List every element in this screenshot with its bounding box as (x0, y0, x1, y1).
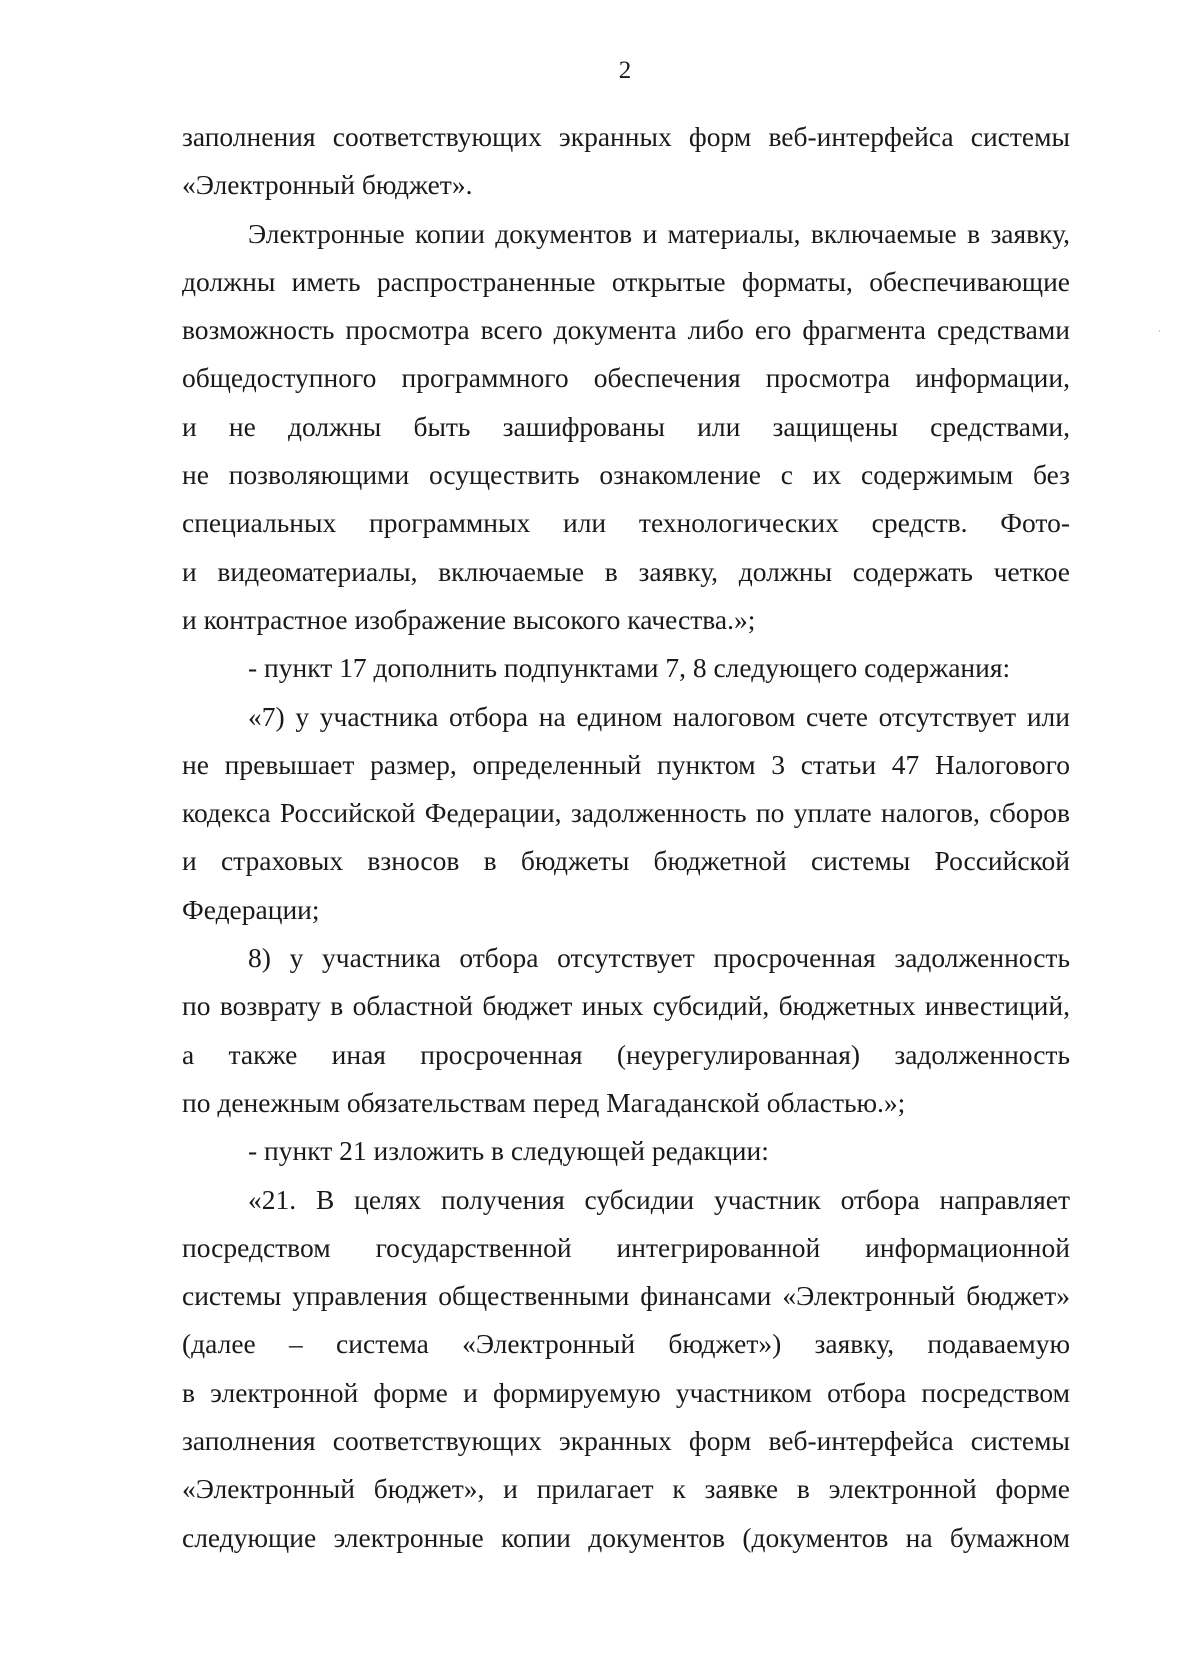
text-line: специальных программных или технологических средств. Фото- (182, 507, 1070, 539)
paragraph (182, 934, 1070, 1127)
text-line: 8) у участника отбора отсутствует просроченная задолженность (248, 942, 1070, 974)
paragraph (182, 693, 1070, 934)
paragraph (182, 113, 1070, 210)
text-line: по денежным обязательствам перед Магаданской областью.»; (182, 1086, 906, 1118)
page-number: 2 (618, 57, 632, 84)
text-line: должны иметь распространенные открытые форматы, обеспечивающие (182, 265, 1070, 297)
text-line: следующие электронные копии документов (документов на бумажном (182, 1521, 1070, 1553)
text-line: «Электронный бюджет», и прилагает к заявке в электронной форме (182, 1473, 1070, 1505)
text-line: кодекса Российской Федерации, задолженность по уплате налогов, сборов (182, 797, 1070, 829)
text-line: «Электронный бюджет». (182, 169, 473, 201)
text-line: и контрастное изображение высокого качества.»; (182, 603, 756, 635)
text-line: Электронные копии документов и материалы, включаемые в заявку, (248, 217, 1070, 249)
paragraph (182, 644, 1070, 692)
text-line: заполнения соответствующих экранных форм веб-интерфейса системы (182, 1425, 1070, 1457)
text-line: - пункт 21 изложить в следующей редакции: (248, 1135, 769, 1167)
text-line: заполнения соответствующих экранных форм веб-интерфейса системы (182, 121, 1070, 152)
text-line: - пункт 17 дополнить подпунктами 7, 8 следующего содержания: (248, 652, 1011, 684)
text-line: по возврату в областной бюджет иных субсидий, бюджетных инвестиций, (182, 990, 1070, 1022)
text-line: посредством государственной интегрированной информационной (182, 1231, 1070, 1263)
text-line: возможность просмотра всего документа либо его фрагмента средствами (182, 314, 1070, 346)
text-line: Федерации; (182, 893, 320, 925)
paragraph (182, 210, 1070, 645)
text-line: не превышает размер, определенный пунктом 3 статьи 47 Налогового (182, 748, 1070, 780)
paragraph (182, 1127, 1070, 1175)
text-line: и видеоматериалы, включаемые в заявку, должны содержать четкое (182, 555, 1070, 587)
scan-artifact (1159, 330, 1160, 332)
text-line: и не должны быть зашифрованы или защищены средствами, (182, 410, 1070, 442)
document-body (182, 113, 1070, 1562)
text-line: а также иная просроченная (неурегулированная) задолженность (182, 1038, 1070, 1070)
text-line: «7) у участника отбора на едином налоговом счете отсутствует или (248, 700, 1070, 732)
text-line: в электронной форме и формируемую участником отбора посредством (182, 1376, 1070, 1408)
text-line: не позволяющими осуществить ознакомление с их содержимым без (182, 459, 1070, 491)
text-line: системы управления общественными финансами «Электронный бюджет» (182, 1280, 1070, 1312)
text-line: (далее – система «Электронный бюджет») заявку, подаваемую (182, 1328, 1070, 1360)
text-line: общедоступного программного обеспечения просмотра информации, (182, 362, 1070, 394)
paragraph (182, 1176, 1070, 1562)
text-line: «21. В целях получения субсидии участник отбора направляет (248, 1183, 1070, 1215)
text-line: и страховых взносов в бюджеты бюджетной системы Российской (182, 845, 1070, 877)
